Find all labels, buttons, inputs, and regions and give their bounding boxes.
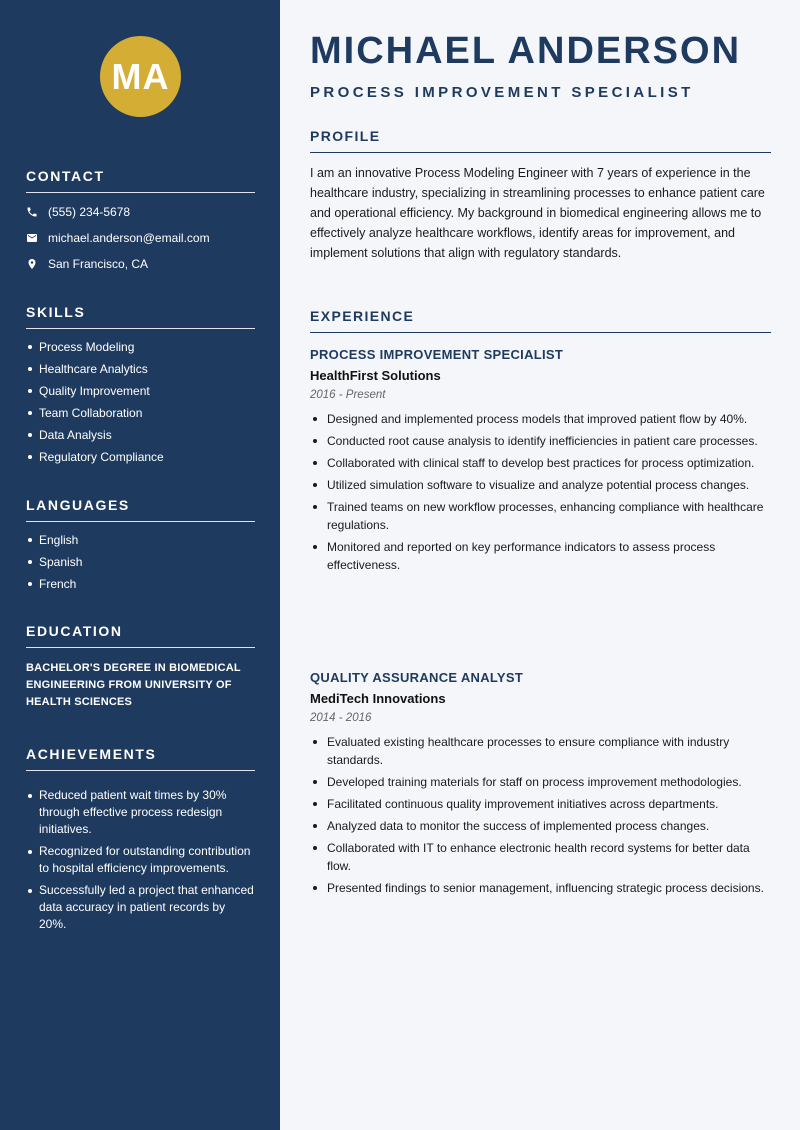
job-entry — [310, 347, 771, 578]
contact-section — [26, 168, 255, 277]
candidate-title: PROCESS IMPROVEMENT SPECIALIST — [310, 84, 694, 101]
job-role: QUALITY ASSURANCE ANALYST — [310, 670, 524, 685]
profile-text: I am an innovative Process Modeling Engineer with 7 years of experience in the healthcare industry, specializing in streamlining processes to enhance patient care and operational efficiency. My background in biomedical engineering allows me to effectively analyze healthcare workflows, identify areas for improvement, and implement solutions that align with regulatory standards. — [310, 166, 765, 260]
profile-section — [310, 128, 771, 263]
list-item: Team Collaboration — [26, 402, 255, 424]
email-icon — [26, 232, 48, 244]
phone-icon — [26, 206, 48, 218]
skills-section — [26, 304, 255, 468]
candidate-name: MICHAEL ANDERSON — [310, 30, 742, 72]
languages-section — [26, 497, 255, 595]
job-dates: 2014 - 2016 — [310, 712, 372, 724]
list-item: Process Modeling — [26, 336, 255, 358]
list-item: English — [26, 529, 255, 551]
list-item: Successfully led a project that enhanced data accuracy in patient records by 20%. — [26, 882, 255, 933]
phone-text: (555) 234-5678 — [48, 205, 131, 219]
contact-email — [26, 225, 255, 251]
list-item: Utilized simulation software to visualize and analyze potential process changes. — [310, 476, 771, 494]
education-section — [26, 623, 255, 711]
location-pin-icon — [26, 258, 48, 270]
list-item: Recognized for outstanding contribution to hospital efficiency improvements. — [26, 843, 255, 877]
list-item: Facilitated continuous quality improvement initiatives across departments. — [310, 795, 771, 813]
sidebar — [0, 0, 280, 1130]
experience-section — [310, 308, 771, 333]
list-item: Collaborated with IT to enhance electronic health record systems for better data flow. — [310, 839, 771, 875]
languages-heading: LANGUAGES — [26, 497, 255, 522]
education-degree: BACHELOR'S DEGREE IN BIOMEDICAL ENGINEERING FROM UNIVERSITY OF HEALTH SCIENCES — [26, 662, 241, 708]
avatar — [100, 36, 181, 117]
job-bullets — [310, 410, 771, 574]
experience-heading: EXPERIENCE — [310, 308, 771, 333]
contact-heading: CONTACT — [26, 168, 255, 193]
list-item: Quality Improvement — [26, 380, 255, 402]
skills-heading: SKILLS — [26, 304, 255, 329]
job-company: MediTech Innovations — [310, 691, 446, 706]
main-content — [280, 0, 800, 1130]
profile-heading: PROFILE — [310, 128, 771, 153]
job-company: HealthFirst Solutions — [310, 368, 441, 383]
list-item: Regulatory Compliance — [26, 446, 255, 468]
achievements-section — [26, 746, 255, 938]
list-item: Collaborated with clinical staff to develop best practices for process optimization. — [310, 454, 771, 472]
list-item: Designed and implemented process models that improved patient flow by 40%. — [310, 410, 771, 428]
list-item: Conducted root cause analysis to identify inefficiencies in patient care processes. — [310, 432, 771, 450]
location-text: San Francisco, CA — [48, 257, 149, 271]
job-role: PROCESS IMPROVEMENT SPECIALIST — [310, 347, 564, 362]
education-heading: EDUCATION — [26, 623, 255, 648]
list-item: French — [26, 573, 255, 595]
job-entry — [310, 670, 771, 901]
list-item: Data Analysis — [26, 424, 255, 446]
list-item: Reduced patient wait times by 30% through effective process redesign initiatives. — [26, 787, 255, 838]
email-text: michael.anderson@email.com — [48, 231, 210, 245]
contact-location — [26, 251, 255, 277]
list-item: Developed training materials for staff on process improvement methodologies. — [310, 773, 771, 791]
achievements-list — [26, 787, 255, 933]
list-item: Monitored and reported on key performance indicators to assess process effectiveness. — [310, 538, 771, 574]
list-item: Trained teams on new workflow processes, enhancing compliance with healthcare regulations. — [310, 498, 771, 534]
list-item: Presented findings to senior management, influencing strategic process decisions. — [310, 879, 771, 897]
job-bullets — [310, 733, 771, 897]
achievements-heading: ACHIEVEMENTS — [26, 746, 255, 771]
skills-list — [26, 336, 255, 468]
list-item: Analyzed data to monitor the success of implemented process changes. — [310, 817, 771, 835]
contact-phone — [26, 199, 255, 225]
avatar-initials: MA — [111, 55, 170, 97]
list-item: Evaluated existing healthcare processes to ensure compliance with industry standards. — [310, 733, 771, 769]
job-dates: 2016 - Present — [310, 389, 386, 401]
list-item: Spanish — [26, 551, 255, 573]
list-item: Healthcare Analytics — [26, 358, 255, 380]
languages-list — [26, 529, 255, 595]
